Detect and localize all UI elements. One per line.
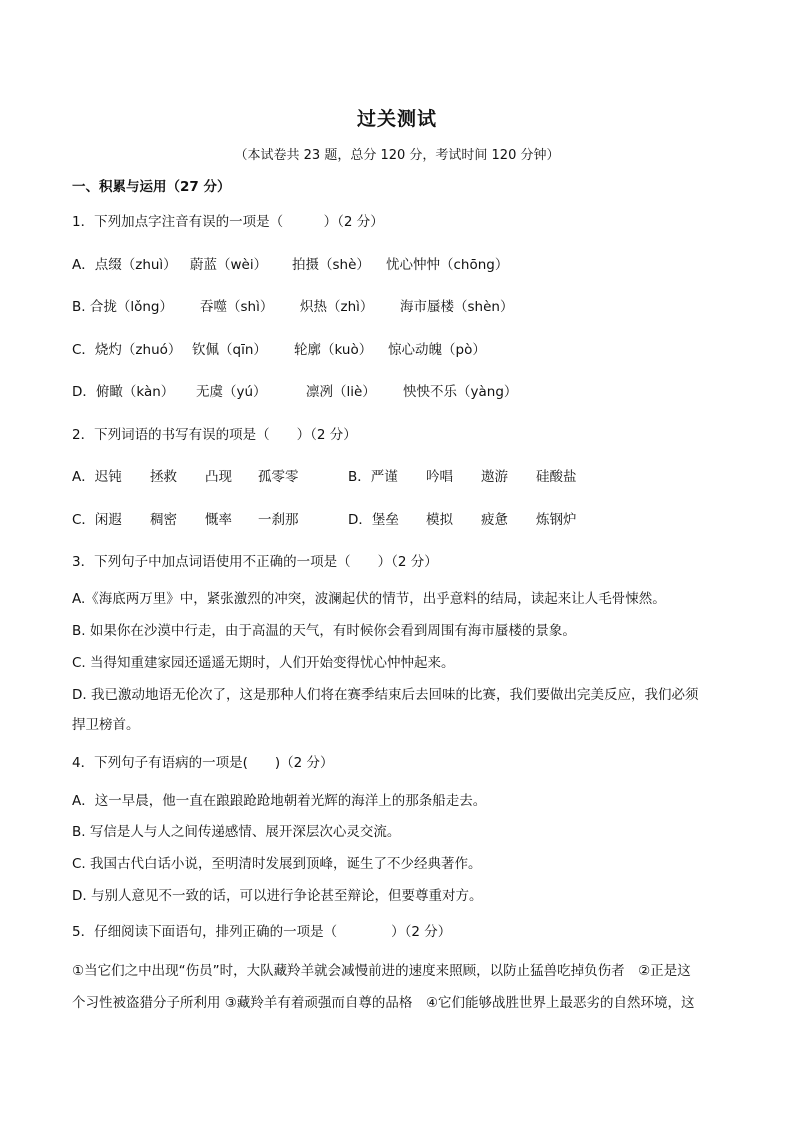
question-4-option-a: A．这一早晨，他一直在踉踉跄跄地朝着光辉的海洋上的那条船走去。: [72, 793, 487, 809]
option-word: D．堡垒: [348, 512, 399, 528]
option-word: C．闲遐: [72, 512, 122, 528]
question-4-option-c: C. 我国古代白话小说，至明清时发展到顶峰，诞生了不少经典著作。: [72, 856, 482, 872]
option-word: 凛冽（liè）: [306, 384, 376, 400]
option-word: 炽热（zhì）: [300, 299, 374, 315]
option-word: 无虞（yú）: [196, 384, 267, 400]
question-5-text-line-2: 个习性被盗猎分子所利用 ③藏羚羊有着顽强而自尊的品格 ④它们能够战胜世界上最恶劣的自然环境，这: [72, 995, 695, 1011]
page-title: 过关测试: [356, 108, 437, 130]
question-2-stem: 2．下列词语的书写有误的项是（ ）（2 分）: [72, 427, 357, 443]
option-word: 怏怏不乐（yàng）: [403, 384, 518, 400]
option-word: 拯救: [150, 469, 177, 485]
question-4-stem: 4．下列句子有语病的一项是( )（2 分）: [72, 755, 334, 771]
question-3-option-b: B. 如果你在沙漠中行走，由于高温的天气，有时候你会看到周围有海市蜃楼的景象。: [72, 623, 576, 639]
option-word: 模拟: [426, 512, 453, 528]
question-3-option-d: D. 我已激动地语无伦次了，这是那种人们将在赛季结束后去回味的比赛，我们要做出完美反应，我们必须: [72, 687, 699, 703]
option-word: 吞噬（shì）: [200, 299, 274, 315]
option-word: 慨率: [205, 512, 232, 528]
option-word: 硅酸盐: [536, 469, 577, 485]
option-word: 拍摄（shè）: [292, 257, 370, 273]
option-word: A．迟钝: [72, 469, 122, 485]
section-heading: 一、积累与运用（27 分）: [72, 179, 231, 195]
question-5-text-line-1: ①当它们之中出现“伤员”时，大队藏羚羊就会减慢前进的速度来照顾，以防止猛兽吃掉负伤者 ②正是这: [72, 963, 691, 979]
option-word: 稠密: [150, 512, 177, 528]
question-5-stem: 5．仔细阅读下面语句，排列正确的一项是（ ）（2 分）: [72, 924, 452, 940]
question-3-stem: 3．下列句子中加点词语使用不正确的一项是（ ）（2 分）: [72, 554, 438, 570]
question-3-option-a: A.《海底两万里》中，紧张激烈的冲突，波澜起伏的情节，出乎意料的结局，读起来让人毛骨悚然。: [72, 591, 666, 607]
option-word: B. 合拢（lǒng）: [72, 299, 173, 315]
option-word: 钦佩（qīn）: [192, 342, 267, 358]
option-word: 轮廓（kuò）: [294, 342, 373, 358]
option-word: 惊心动魄（pò）: [388, 342, 486, 358]
question-1-stem: 1．下列加点字注音有误的一项是（ ）（2 分）: [72, 214, 384, 230]
option-word: 忧心忡忡（chōng）: [386, 257, 509, 273]
question-4-option-b: B. 写信是人与人之间传递感情、展开深层次心灵交流。: [72, 824, 401, 840]
question-3-option-d-cont: 捍卫榜首。: [72, 717, 140, 733]
option-word: 遨游: [481, 469, 508, 485]
question-3-option-c: C. 当得知重建家园还遥遥无期时，人们开始变得忧心忡忡起来。: [72, 655, 455, 671]
option-word: 一刹那: [258, 512, 299, 528]
option-word: 凸现: [205, 469, 232, 485]
option-word: B．严谨: [348, 469, 398, 485]
option-word: C．烧灼（zhuó）: [72, 342, 182, 358]
option-word: 孤零零: [258, 469, 299, 485]
option-word: 疲惫: [481, 512, 508, 528]
option-word: D．俯瞰（kàn）: [72, 384, 175, 400]
question-4-option-d: D. 与别人意见不一致的话，可以进行争论甚至辩论，但要尊重对方。: [72, 888, 483, 904]
option-word: 炼钢炉: [536, 512, 577, 528]
option-word: A．点缀（zhuì）: [72, 257, 177, 273]
option-word: 吟唱: [426, 469, 453, 485]
option-word: 海市蜃楼（shèn）: [400, 299, 514, 315]
page-subtitle: （本试卷共 23 题，总分 120 分，考试时间 120 分钟）: [234, 148, 560, 163]
option-word: 蔚蓝（wèi）: [190, 257, 268, 273]
